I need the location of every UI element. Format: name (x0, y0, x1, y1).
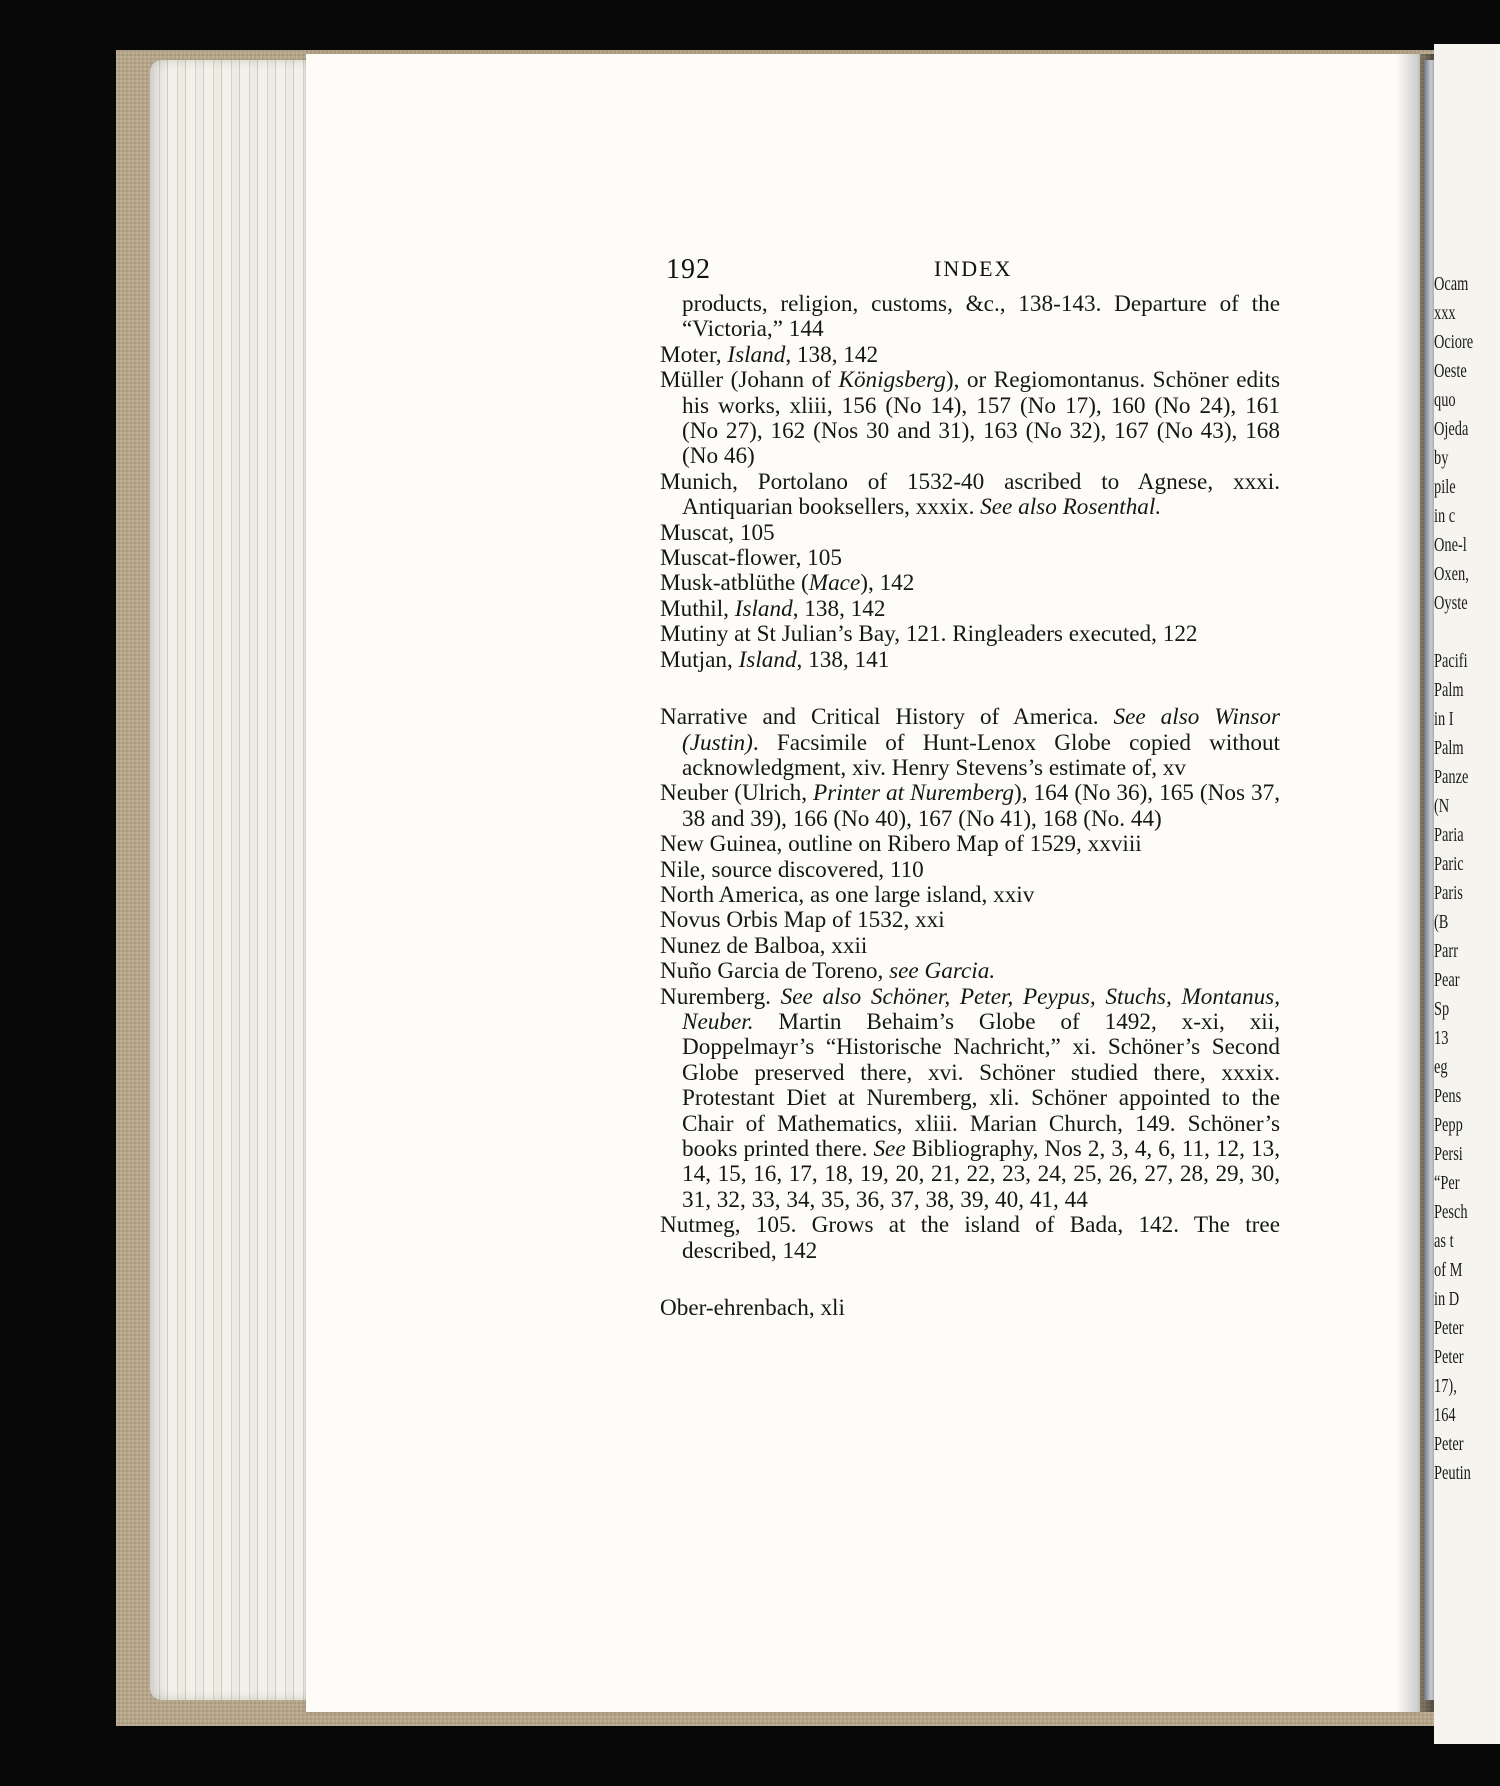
facing-page-line: Oxen, (1434, 563, 1469, 585)
index-entry: products, religion, customs, &c., 138-143. Departure of the “Victoria,” 144 (682, 291, 1280, 343)
facing-page-line: Pear (1434, 969, 1460, 991)
index-entry: Müller (Johann of Königsberg), or Regiomontanus. Schöner edits his works, xliii, 156 (No 14), 157 (No 17), 160 (No 24), 161 (No 27), 162 (Nos 30 and 31), 163 (No 32), 167 (No 43), 168 (No 46) (660, 367, 1280, 470)
facing-page-line: Paric (1434, 853, 1464, 875)
index-entry: Nunez de Balboa, xxii (660, 932, 868, 959)
facing-page-line: Pacifi (1434, 650, 1468, 672)
page-number: 192 (666, 254, 711, 285)
facing-page-line: Oyste (1434, 592, 1468, 614)
facing-page-line: Parr (1434, 940, 1458, 962)
facing-page-line: Peutin (1434, 1462, 1471, 1484)
index-column (660, 292, 1280, 1321)
facing-page-line: Paris (1434, 882, 1463, 904)
facing-page-line: One-l (1434, 534, 1467, 556)
facing-page-line: Palm (1434, 679, 1464, 701)
index-entry: Nuño Garcia de Toreno, see Garcia. (660, 958, 996, 985)
facing-page-line: Peter (1434, 1433, 1464, 1455)
facing-page-line: eg (1434, 1056, 1448, 1078)
facing-page-line: quo (1434, 389, 1456, 411)
facing-page-line: Peter (1434, 1346, 1464, 1368)
page-edges (150, 60, 310, 1700)
facing-page-line: pile (1434, 476, 1456, 498)
facing-page-line: Sp (1434, 998, 1450, 1020)
index-entry: Neuber (Ulrich, Printer at Nuremberg), 164 (No 36), 165 (Nos 37, 38 and 39), 166 (No 40), 167 (No 41), 168 (No. 44) (660, 780, 1280, 832)
facing-page-line: 13 (1434, 1027, 1449, 1049)
index-entry: Novus Orbis Map of 1532, xxi (660, 907, 945, 934)
index-entry: Muscat-flower, 105 (660, 545, 842, 572)
facing-page-line: 164 (1434, 1404, 1456, 1426)
facing-page-line: in D (1434, 1288, 1460, 1310)
index-entry: Nuremberg. See also Schöner, Peter, Peypus, Stuchs, Montanus, Neuber. Martin Behaim’s Globe of 1492, x-xi, xii, Doppelmayr’s “Historische Nachricht,” xi. Schöner’s Second Globe preserved there, xvi. Schöner studied there, xxxix. Protestant Diet at Nuremberg, xli. Schöner appointed to the Chair of Mathematics, xliii. Marian Church, 149. Schöner’s books printed there. See Bibliography, Nos 2, 3, 4, 6, 11, 12, 13, 14, 15, 16, 17, 18, 19, 20, 21, 22, 23, 24, 25, 26, 27, 28, 29, 30, 31, 32, 33, 34, 35, 36, 37, 38, 39, 40, 41, 44 (660, 983, 1280, 1213)
index-entry: Moter, Island, 138, 142 (660, 341, 879, 368)
facing-page-line: as t (1434, 1230, 1454, 1252)
index-entry: Munich, Portolano of 1532-40 ascribed to Agnese, xxxi. Antiquarian booksellers, xxxix. See also Rosenthal. (660, 468, 1280, 521)
facing-page-line: Palm (1434, 737, 1464, 759)
section-gap (660, 673, 1280, 705)
facing-page-line: Panze (1434, 766, 1469, 788)
index-entry: New Guinea, outline on Ribero Map of 1529, xxviii (660, 831, 1142, 858)
facing-page-line: “Per (1434, 1172, 1460, 1194)
index-entry: Mutiny at St Julian’s Bay, 121. Ringleaders executed, 122 (660, 621, 1198, 648)
facing-page-line: Ociore (1434, 331, 1474, 353)
index-entry: Muscat, 105 (660, 519, 775, 546)
facing-page-line: Pepp (1434, 1114, 1463, 1136)
facing-page (1434, 44, 1500, 1744)
index-entry: Nile, source discovered, 110 (660, 856, 924, 883)
index-entry: Ober-ehrenbach, xli (660, 1295, 845, 1322)
facing-page-line: Ocam (1434, 273, 1469, 295)
index-entry: Mutjan, Island, 138, 141 (660, 646, 890, 673)
facing-page-line: xxx (1434, 302, 1456, 324)
facing-page-line: Ojeda (1434, 418, 1469, 440)
facing-page-line: Oeste (1434, 360, 1467, 382)
facing-page-line (1434, 618, 1500, 647)
facing-page-line: by (1434, 447, 1449, 469)
running-head: INDEX (934, 256, 1013, 281)
facing-page-line: of M (1434, 1259, 1463, 1281)
facing-page-line: Pens (1434, 1085, 1462, 1107)
facing-page-text (1434, 270, 1500, 1488)
facing-page-line: Pesch (1434, 1201, 1468, 1223)
facing-page-line: in I (1434, 708, 1454, 730)
facing-page-line: Paria (1434, 824, 1464, 846)
index-entry: North America, as one large island, xxiv (660, 881, 1035, 908)
index-entry: Muthil, Island, 138, 142 (660, 595, 886, 622)
facing-page-line: (B (1434, 911, 1449, 933)
facing-page-line: 17), (1434, 1375, 1457, 1397)
index-entry: Musk-atblüthe (Mace), 142 (660, 570, 915, 597)
facing-page-line: (N (1434, 795, 1450, 817)
facing-page-line: Peter (1434, 1317, 1464, 1339)
index-entry: Nutmeg, 105. Grows at the island of Bada, 142. The tree described, 142 (660, 1212, 1280, 1264)
section-gap (660, 1264, 1280, 1296)
index-entry: Narrative and Critical History of America. See also Winsor (Justin). Facsimile of Hunt-Lenox Globe copied without acknowledgment, xiv. Henry Stevens’s estimate of, xv (660, 704, 1280, 781)
facing-page-line: in c (1434, 505, 1456, 527)
facing-page-line: Persi (1434, 1143, 1463, 1165)
